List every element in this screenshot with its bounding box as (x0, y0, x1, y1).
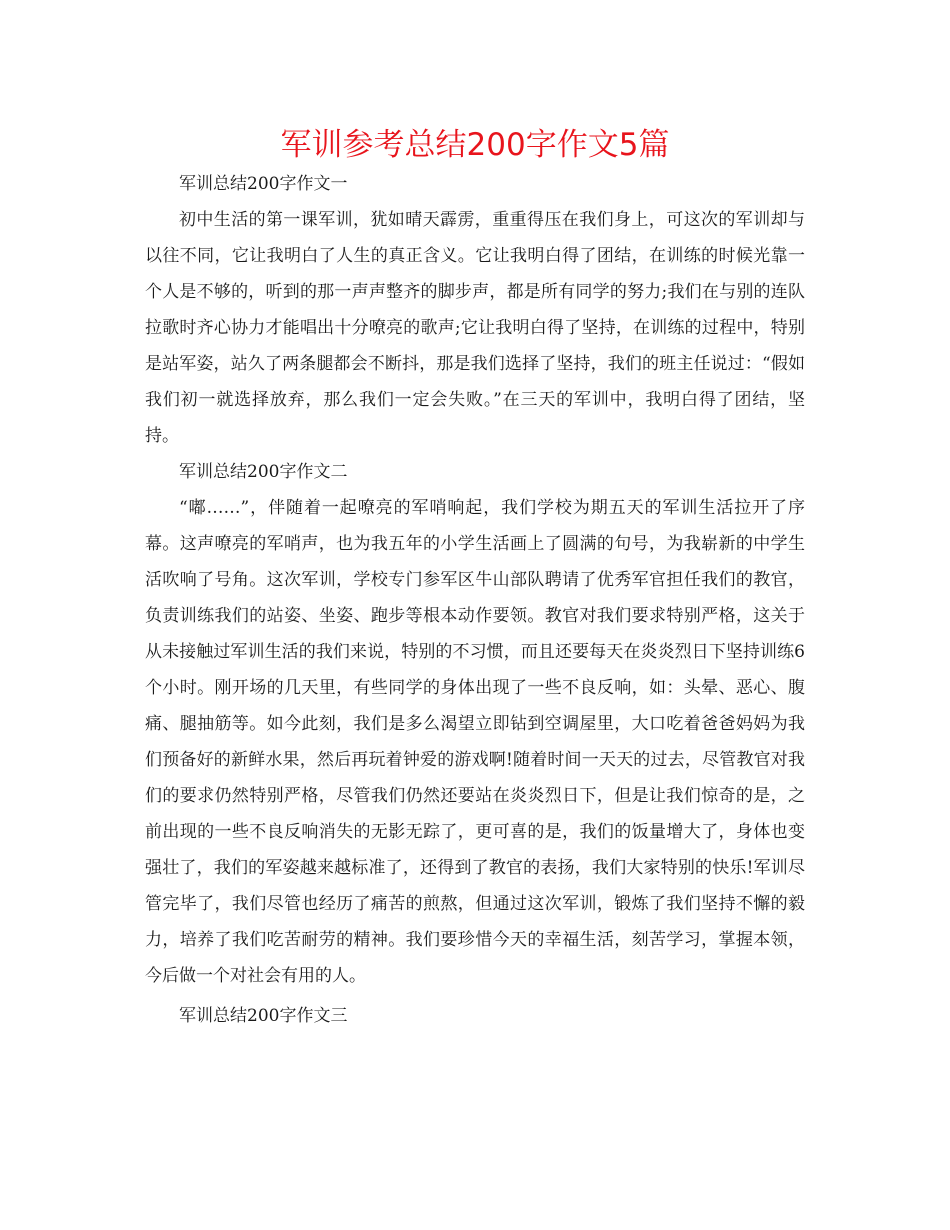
document-title: 军训参考总结200字作文5篇 (280, 127, 670, 163)
section-heading-1: 军训总结200字作文一 (179, 174, 348, 194)
section-paragraph-1: 初中生活的第一课军训，犹如晴天霹雳，重重得压在我们身上，可这次的军训却与以往不同，它让我明白了人生的真正含义。它让我明白得了团结，在训练的时候光靠一个人是不够的，听到的那一声声整齐的脚步声，都是所有同学的努力;我们在与别的连队拉歌时齐心协力才能唱出十分嘹亮的歌声;它让我明白得了坚持，在训练的过程中，特别是站军姿，站久了两条腿都会不断抖，那是我们选择了坚持，我们的班主任说过：“假如我们初一就选择放弃，那么我们一定会失败。”在三天的军训中，我明白得了团结，坚持。 (145, 210, 805, 446)
section-heading-3: 军训总结200字作文三 (179, 1006, 348, 1026)
document-body (145, 166, 805, 1034)
section-heading-2: 军训总结200字作文二 (179, 462, 348, 482)
section-paragraph-2: “嘟……”，伴随着一起嘹亮的军哨响起，我们学校为期五天的军训生活拉开了序幕。这声嘹亮的军哨声，也为我五年的小学生活画上了圆满的句号，为我崭新的中学生活吹响了号角。这次军训，学校专门参军区牛山部队聘请了优秀军官担任我们的教官，负责训练我们的站姿、坐姿、跑步等根本动作要领。教官对我们要求特别严格，这关于从未接触过军训生活的我们来说，特别的不习惯，而且还要每天在炎炎烈日下坚持训练6个小时。刚开场的几天里，有些同学的身体出现了一些不良反响，如：头晕、恶心、腹痛、腿抽筋等。如今此刻，我们是多么渴望立即钻到空调屋里，大口吃着爸爸妈妈为我们预备好的新鲜水果，然后再玩着钟爱的游戏啊!随着时间一天天的过去，尽管教官对我们的要求仍然特别严格，尽管我们仍然还要站在炎炎烈日下，但是让我们惊奇的是，之前出现的一些不良反响消失的无影无踪了，更可喜的是，我们的饭量增大了，身体也变强壮了，我们的军姿越来越标准了，还得到了教官的表扬，我们大家特别的快乐!军训尽管完毕了，我们尽管也经历了痛苦的煎熬，但通过这次军训，锻炼了我们坚持不懈的毅力，培养了我们吃苦耐劳的精神。我们要珍惜今天的幸福生活，刻苦学习，掌握本领，今后做一个对社会有用的人。 (145, 498, 805, 986)
